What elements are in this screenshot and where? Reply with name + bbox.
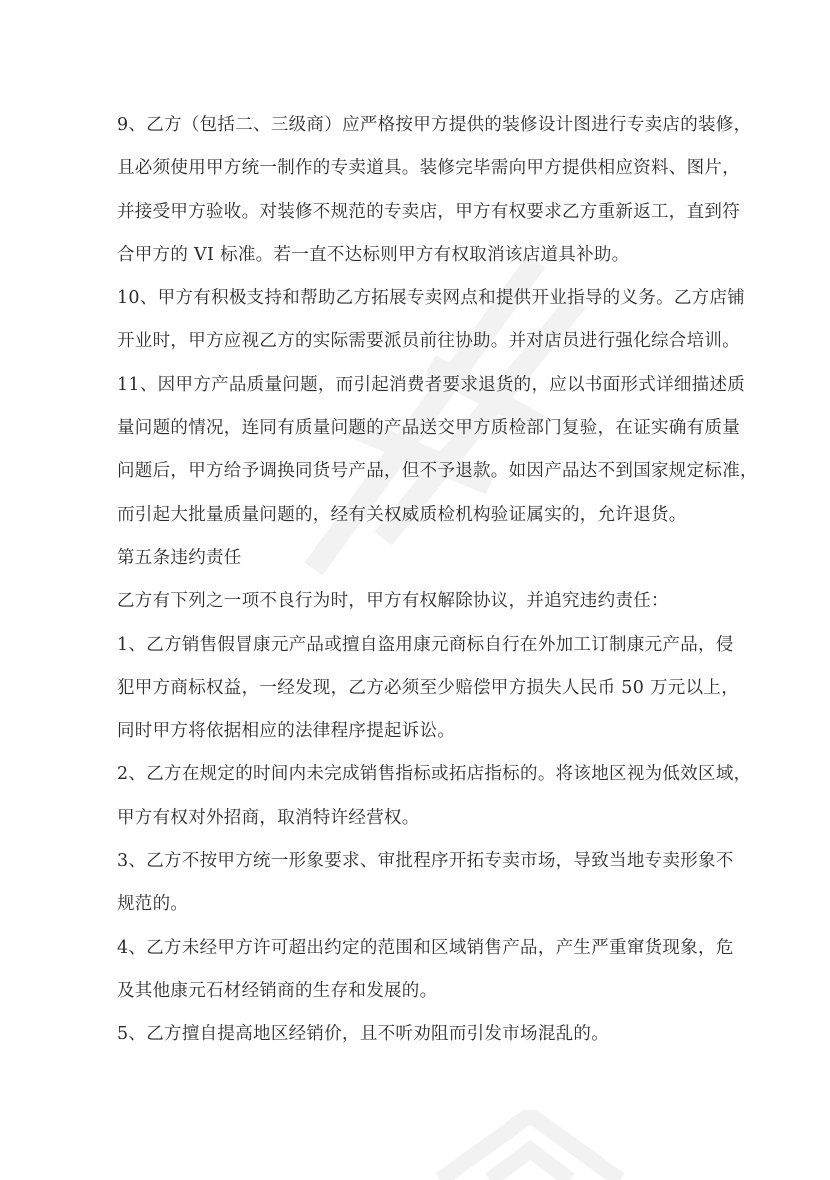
text-line: 9、乙方（包括二、三级商）应严格按甲方提供的装修设计图进行专卖店的装修， bbox=[117, 115, 752, 135]
text-line: 而引起大批量质量问题的，经有关权威质检机构验证属实的，允许退货。 bbox=[117, 504, 687, 525]
text-line: 5、乙方擅自提高地区经销价，且不听劝阻而引发市场混乱的。 bbox=[117, 1024, 610, 1045]
breach-item-4 bbox=[117, 927, 734, 1014]
clause-11-paragraph bbox=[117, 364, 758, 537]
clause-9-paragraph bbox=[117, 104, 752, 277]
text-line: 乙方有下列之一项不良行为时，甲方有权解除协议，并追究违约责任： bbox=[117, 591, 669, 612]
breach-item-2 bbox=[117, 753, 752, 840]
text-line: 合甲方的 VI 标准。若一直不达标则甲方有权取消该店道具补助。 bbox=[117, 244, 630, 265]
text-line: 开业时，甲方应视乙方的实际需要派员前往协助。并对店员进行强化综合培训。 bbox=[117, 331, 740, 352]
text-line: 10、甲方有积极支持和帮助乙方拓展专卖网点和提供开业指导的义务。乙方店铺 bbox=[117, 288, 746, 309]
article-5-intro bbox=[117, 580, 717, 623]
text-line: 1、乙方销售假冒康元产品或擅自盗用康元商标自行在外加工订制康元产品，侵 bbox=[117, 634, 734, 655]
text-line: 同时甲方将依据相应的法律程序提起诉讼。 bbox=[117, 721, 456, 742]
clause-10-paragraph bbox=[117, 277, 746, 364]
text-line: 并接受甲方验收。对装修不规范的专卖店，甲方有权要求乙方重新返工，直到符 bbox=[117, 201, 740, 222]
breach-item-5 bbox=[117, 1013, 717, 1056]
text-line: 4、乙方未经甲方许可超出约定的范围和区域销售产品，产生严重窜货现象，危 bbox=[117, 937, 734, 958]
document-body bbox=[117, 104, 758, 1057]
article-5-heading bbox=[117, 537, 717, 580]
text-line: 且必须使用甲方统一制作的专卖道具。装修完毕需向甲方提供相应资料、图片， bbox=[117, 158, 740, 179]
text-line: 量问题的情况，连同有质量问题的产品送交甲方质检部门复验，在证实确有质量 bbox=[117, 418, 740, 439]
text-line: 犯甲方商标权益，一经发现，乙方必须至少赔偿甲方损失人民币 50 万元以上， bbox=[117, 677, 739, 698]
text-line: 规范的。 bbox=[117, 894, 189, 915]
text-line: 及其他康元石材经销商的生存和发展的。 bbox=[117, 980, 438, 1001]
breach-item-3 bbox=[117, 840, 734, 927]
section-heading: 第五条违约责任 bbox=[117, 547, 242, 568]
text-line: 3、乙方不按甲方统一形象要求、审批程序开拓专卖市场，导致当地专卖形象不 bbox=[117, 851, 734, 872]
text-line: 甲方有权对外招商，取消特许经营权。 bbox=[117, 807, 420, 828]
text-line: 问题后，甲方给予调换同货号产品，但不予退款。如因产品达不到国家规定标准， bbox=[117, 461, 758, 482]
text-line: 11、因甲方产品质量问题，而引起消费者要求退货的，应以书面形式详细描述质 bbox=[117, 374, 746, 395]
text-line: 2、乙方在规定的时间内未完成销售指标或拓店指标的。将该地区视为低效区域， bbox=[117, 764, 752, 785]
watermark-icon bbox=[430, 1110, 630, 1180]
breach-item-1 bbox=[117, 624, 739, 754]
